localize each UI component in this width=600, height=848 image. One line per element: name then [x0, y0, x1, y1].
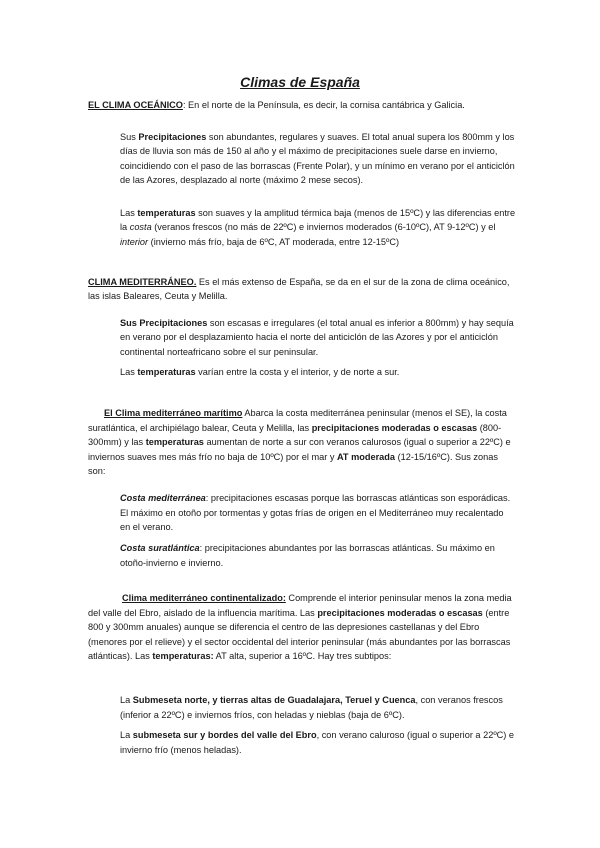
oceanic-heading: EL CLIMA OCEÁNICO	[88, 100, 183, 110]
text: : precipitaciones abundantes por las borrascas atlánticas. Su máximo en otoño-invierno e invierno.	[120, 543, 495, 568]
bold-text: submeseta sur y bordes del valle del Ebro	[132, 730, 317, 740]
text: Las	[120, 367, 138, 377]
text: Abarca la costa mediterránea peninsular (menos el SE), la costa suratlántica, el archipiélago balear, Ceuta y Melilla, las	[88, 408, 507, 433]
bold-text: precipitaciones moderadas o escasas	[311, 422, 478, 433]
continental-heading: Clima mediterráneo continentalizado:	[122, 593, 286, 603]
oceanic-temperature-bullet	[104, 206, 516, 249]
maritime-heading: El Clima mediterráneo marítimo	[104, 408, 243, 418]
mediterranean-temperature-bullet	[104, 366, 516, 380]
text: Sus	[120, 132, 139, 142]
continental-paragraph	[88, 591, 516, 664]
bold-text: Submeseta norte, y tierras altas de Guadalajara, Teruel y Cuenca	[132, 695, 416, 705]
bold-text: temperaturas	[137, 208, 196, 218]
text: (invierno más frío, baja de 6ºC, AT moderada, entre 12-15ºC)	[148, 236, 400, 247]
italic-text: Costa mediterránea	[120, 493, 206, 503]
text: son suaves y la amplitud térmica baja (menos de 15ºC) y las diferencias entre la	[120, 208, 516, 233]
italic-text: costa	[129, 222, 152, 233]
text: son abundantes, regulares y suaves. El total anual supera los 800mm y los días de lluvia son más de 150 al año y el máximo de precipitaciones suele darse en invierno, coincidiendo con el paso de las borrascas (Frente Polar), y un mínimo en verano por el anticiclón de las Azores, desplazado al norte (máximo 2 mese secos).	[120, 132, 515, 186]
text: son escasas e irregulares (el total anual es inferior a 800mm) y hay sequía en verano por el desplazamiento hacia el norte del anticiclón de las Azores y por el anticiclón continental norteafricano sobre el sur peninsular.	[120, 318, 514, 357]
maritime-coast-bullet	[104, 491, 516, 535]
bold-text: precipitaciones moderadas o escasas	[317, 607, 483, 618]
continental-north-bullet	[104, 693, 516, 722]
text: , con veranos frescos (inferior a 22ºC) e inviernos fríos, con heladas y nieblas (baja de 6ºC).	[120, 695, 503, 720]
bold-text: Precipitaciones	[138, 132, 207, 142]
oceanic-intro-paragraph	[88, 99, 516, 113]
text: : precipitaciones escasas porque las borrascas atlánticas son esporádicas. El máximo en otoño por tormentas y gotas frías de origen en el Mediterráneo muy recalentado en el verano.	[120, 493, 511, 533]
italic-text: interior	[120, 236, 149, 247]
bold-text: temperaturas:	[152, 651, 214, 662]
text: (entre 800 y 300mm anuales) aunque se diferencia el centro de las depresiones castellanas y del Ebro (menores por el relieve) y el sector occidental del interior peninsular (más abundantes por las borrascas atlánticas). Las	[88, 607, 511, 662]
oceanic-precipitation-bullet	[104, 130, 516, 188]
mediterranean-heading: CLIMA MEDITERRÁNEO.	[88, 277, 197, 287]
text: (800-300mm) y las	[88, 422, 502, 448]
bold-text: Sus Precipitaciones	[120, 318, 208, 328]
text: varían entre la costa y el interior, y de norte a sur.	[195, 367, 400, 377]
text: , con verano caluroso (igual o superior a 22ºC) e invierno frío (menos heladas).	[120, 730, 515, 755]
document-title: Climas de España	[240, 74, 360, 90]
bold-text: AT moderada	[336, 451, 396, 462]
text: La	[120, 730, 133, 740]
text: (12-15/16ºC). Sus zonas son:	[88, 451, 498, 477]
continental-south-bullet	[104, 728, 516, 757]
text: Las	[120, 208, 138, 218]
maritime-suratlantic-bullet	[104, 541, 516, 570]
maritime-paragraph	[88, 406, 516, 479]
text: AT alta, superior a 16ºC. Hay tres subtipos:	[213, 651, 392, 662]
mediterranean-intro-text: Es el más extenso de España, se da en el sur de la zona de clima oceánico, las islas Baleares, Ceuta y Melilla.	[88, 277, 510, 301]
bold-text: temperaturas	[145, 437, 204, 448]
text: La	[120, 695, 133, 705]
bold-text: temperaturas	[137, 367, 196, 377]
oceanic-intro-text: : En el norte de la Península, es decir, la cornisa cantábrica y Galicia.	[182, 100, 465, 110]
text: aumentan de norte a sur con veranos calurosos (igual o superior a 22ºC) e inviernos suaves mes más frío no baja de 10ºC) por el mar y	[88, 437, 511, 462]
italic-text: Costa suratlántica	[120, 543, 200, 553]
mediterranean-intro-paragraph	[88, 276, 516, 303]
mediterranean-precipitation-bullet	[104, 316, 516, 359]
text: Comprende el interior peninsular menos la zona media del valle del Ebro, aislado de la influencia marítima. Las	[88, 593, 512, 618]
text: (veranos frescos (no más de 22ºC) e inviernos moderados (6-10ºC), AT 9-12ºC) y el	[151, 222, 496, 233]
